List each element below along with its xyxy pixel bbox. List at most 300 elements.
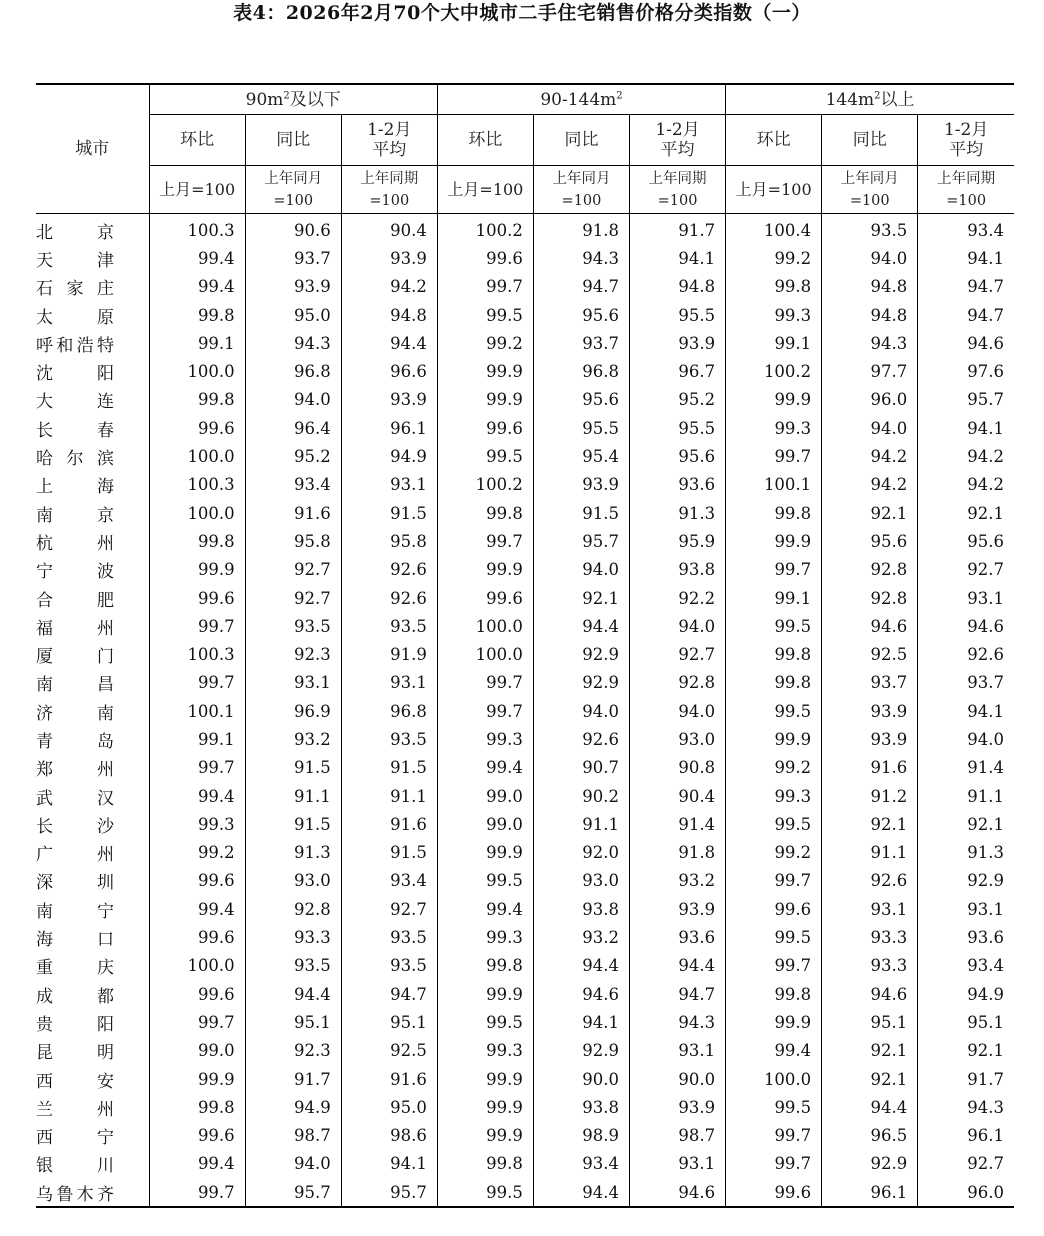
index-value: 91.6 [341,810,437,838]
city-char: 明 [97,1043,114,1064]
index-value: 90.7 [533,754,629,782]
index-value: 93.8 [630,556,726,584]
index-value: 99.9 [726,725,822,753]
index-value: 100.0 [149,499,245,527]
index-value: 99.4 [149,895,245,923]
header-base-3-2 [822,166,918,214]
header-metric-3-1 [726,115,822,166]
index-value: 99.0 [437,782,533,810]
city-char: 口 [97,930,114,951]
index-value: 92.5 [822,640,918,668]
city-char: 南 [36,901,53,922]
index-value: 93.4 [918,214,1014,245]
city-char: 州 [97,618,114,639]
index-value: 96.8 [341,697,437,725]
index-value: 94.8 [822,301,918,329]
city-name-text [36,982,114,1007]
city-name-text [36,218,114,243]
index-value: 99.6 [726,1178,822,1207]
index-value: 94.1 [918,697,1014,725]
table-row [36,867,1014,895]
index-value: 91.3 [245,839,341,867]
city-char: 天 [36,250,53,271]
city-char: 阳 [97,1014,114,1035]
city-name-text [36,359,114,384]
index-value: 96.7 [630,357,726,385]
city-name [36,386,149,414]
index-value: 100.1 [149,697,245,725]
index-value: 99.7 [726,442,822,470]
table-row [36,301,1014,329]
index-value: 99.9 [726,527,822,555]
index-value: 99.0 [437,810,533,838]
city-name-text [36,274,114,299]
index-value: 95.7 [245,1178,341,1207]
city-char: 郑 [36,760,53,781]
index-value: 92.1 [822,499,918,527]
city-name-text [36,840,114,865]
index-value: 96.6 [341,357,437,385]
city-char: 波 [97,562,114,583]
index-value: 99.6 [726,895,822,923]
index-value: 90.0 [533,1065,629,1093]
city-name-text [36,246,114,271]
city-char: 福 [36,618,53,639]
city-char: 浩 [76,335,94,356]
table-row [36,1093,1014,1121]
table-row [36,839,1014,867]
table-row [36,640,1014,668]
index-value: 92.7 [630,640,726,668]
index-value: 90.2 [533,782,629,810]
index-value: 93.9 [822,697,918,725]
index-value: 94.8 [630,273,726,301]
city-name [36,697,149,725]
header-base-line1: 上年同月 [264,170,323,187]
group-label-prefix: 144m [825,89,875,110]
table-row [36,244,1014,272]
city-name [36,1093,149,1121]
index-value: 91.7 [245,1065,341,1093]
city-name [36,301,149,329]
index-value: 94.4 [245,980,341,1008]
index-value: 95.5 [630,301,726,329]
header-base-line2: =100 [561,192,602,209]
header-group-large [726,84,1014,115]
city-name [36,640,149,668]
group-label-suffix: 以上 [880,89,915,110]
index-value: 94.6 [533,980,629,1008]
header-metric-3-2 [822,115,918,166]
index-value: 99.5 [437,301,533,329]
table-row [36,895,1014,923]
index-value: 93.7 [918,669,1014,697]
index-value: 91.3 [918,839,1014,867]
header-base-line1: 上年同月 [552,170,611,187]
header-group-medium [437,84,725,115]
city-char: 重 [36,958,53,979]
index-value: 94.0 [822,244,918,272]
index-value: 94.9 [918,980,1014,1008]
index-value: 93.7 [533,329,629,357]
index-value: 99.3 [437,923,533,951]
index-value: 93.1 [630,1150,726,1178]
index-value: 93.1 [822,895,918,923]
city-name [36,244,149,272]
index-value: 99.8 [437,499,533,527]
index-value: 99.5 [437,867,533,895]
index-value: 92.6 [533,725,629,753]
index-value: 93.5 [822,214,918,245]
header-metric-line1: 环比 [180,130,215,150]
index-value: 91.1 [822,839,918,867]
city-name [36,669,149,697]
index-value: 99.7 [726,1122,822,1150]
index-value: 99.7 [149,1178,245,1207]
city-char: 肥 [97,590,114,611]
index-value: 100.0 [437,612,533,640]
city-char: 都 [97,986,114,1007]
index-value: 92.1 [822,810,918,838]
city-char: 银 [36,1156,53,1177]
index-value: 95.8 [341,527,437,555]
index-value: 99.6 [149,1122,245,1150]
index-value: 92.0 [533,839,629,867]
index-value: 93.2 [533,923,629,951]
index-value: 94.1 [918,414,1014,442]
city-char: 宁 [36,562,53,583]
index-value: 99.7 [149,754,245,782]
index-value: 99.0 [149,1037,245,1065]
index-value: 94.0 [245,386,341,414]
city-char: 贵 [36,1014,53,1035]
index-value: 94.7 [341,980,437,1008]
index-value: 92.3 [245,640,341,668]
index-value: 92.1 [918,810,1014,838]
index-value: 93.9 [630,895,726,923]
index-value: 94.2 [822,442,918,470]
table-row [36,357,1014,385]
city-name [36,923,149,951]
index-value: 95.1 [245,1008,341,1036]
index-value: 94.1 [533,1008,629,1036]
city-char: 长 [36,816,53,837]
city-char: 滨 [97,449,114,470]
table-row [36,414,1014,442]
index-value: 92.7 [918,1150,1014,1178]
city-char: 阳 [97,364,114,385]
index-value: 94.6 [918,612,1014,640]
index-value: 100.0 [726,1065,822,1093]
index-value: 93.1 [341,669,437,697]
index-value: 94.1 [918,244,1014,272]
table-row [36,442,1014,470]
city-name-text [36,1180,114,1205]
index-value: 99.3 [149,810,245,838]
index-value: 95.9 [630,527,726,555]
index-value: 94.2 [918,471,1014,499]
index-value: 95.7 [341,1178,437,1207]
index-value: 95.1 [822,1008,918,1036]
index-value: 99.2 [437,329,533,357]
header-base-line1: 上年同月 [840,170,899,187]
index-value: 99.6 [149,414,245,442]
header-base-1-1 [149,166,245,214]
index-value: 91.5 [341,754,437,782]
city-name [36,1178,149,1207]
city-name-text [36,953,114,978]
index-value: 99.6 [437,244,533,272]
index-value: 99.5 [726,612,822,640]
index-value: 96.1 [918,1122,1014,1150]
index-value: 91.5 [341,839,437,867]
city-char: 昌 [97,675,114,696]
index-value: 99.9 [437,1122,533,1150]
header-base-line2: =100 [369,192,410,209]
index-value: 92.9 [822,1150,918,1178]
index-value: 91.1 [918,782,1014,810]
index-value: 93.7 [245,244,341,272]
header-metric-line2: 平均 [372,140,407,160]
city-char: 哈 [36,449,53,470]
city-char: 门 [97,647,114,668]
index-value: 99.7 [437,669,533,697]
group-label-prefix: 90m [245,89,284,110]
index-value: 94.8 [341,301,437,329]
city-name [36,895,149,923]
index-value: 99.7 [726,867,822,895]
header-base-3-1 [726,166,822,214]
index-value: 93.9 [533,471,629,499]
header-metric-2-1 [437,115,533,166]
city-name-text [36,868,114,893]
table-row [36,923,1014,951]
index-value: 91.6 [822,754,918,782]
index-value: 92.7 [245,556,341,584]
city-name-text [36,642,114,667]
index-value: 99.9 [437,556,533,584]
city-name-text [36,670,114,695]
index-value: 92.9 [533,669,629,697]
city-name [36,867,149,895]
index-value: 99.1 [726,329,822,357]
header-metric-line1: 同比 [852,130,887,150]
index-value: 93.4 [533,1150,629,1178]
city-char: 庆 [97,958,114,979]
city-name [36,1122,149,1150]
city-char: 庄 [97,279,114,300]
table-row [36,386,1014,414]
header-base-2-1 [437,166,533,214]
index-value: 99.8 [726,669,822,697]
index-value: 99.6 [149,584,245,612]
index-value: 100.0 [149,442,245,470]
index-value: 94.0 [918,725,1014,753]
index-value: 93.1 [918,895,1014,923]
index-value: 93.0 [245,867,341,895]
index-value: 99.8 [726,499,822,527]
index-value: 99.4 [149,782,245,810]
index-value: 94.8 [822,273,918,301]
index-value: 94.2 [341,273,437,301]
index-value: 91.8 [630,839,726,867]
header-metric-line1: 同比 [276,130,311,150]
index-value: 99.5 [726,1093,822,1121]
header-row-metrics [36,115,1014,166]
city-name [36,1150,149,1178]
city-char: 州 [97,760,114,781]
index-value: 95.6 [533,386,629,414]
city-name [36,414,149,442]
index-value: 94.3 [822,329,918,357]
table-row [36,1008,1014,1036]
index-value: 92.1 [918,499,1014,527]
index-value: 92.5 [341,1037,437,1065]
city-name-text [36,416,114,441]
index-value: 99.7 [437,697,533,725]
index-value: 95.4 [533,442,629,470]
city-name-text [36,1067,114,1092]
city-name-text [36,331,114,356]
index-value: 91.4 [918,754,1014,782]
header-row-bases [36,166,1014,214]
index-value: 91.5 [341,499,437,527]
index-value: 96.0 [822,386,918,414]
header-base-line2: =100 [273,192,314,209]
city-char: 呼 [36,335,53,356]
index-value: 94.7 [533,273,629,301]
header-base-line1: 上年同期 [648,170,707,187]
header-base-line2: =100 [849,192,890,209]
index-value: 91.6 [245,499,341,527]
city-name [36,471,149,499]
index-value: 93.2 [245,725,341,753]
table-row [36,952,1014,980]
index-value: 92.3 [245,1037,341,1065]
index-value: 96.5 [822,1122,918,1150]
index-value: 95.6 [533,301,629,329]
index-value: 96.1 [341,414,437,442]
header-metric-1-1 [149,115,245,166]
index-value: 95.6 [918,527,1014,555]
city-char: 鲁 [56,1184,74,1205]
index-value: 92.8 [822,584,918,612]
index-value: 99.7 [726,952,822,980]
index-value: 99.7 [726,556,822,584]
city-name [36,499,149,527]
city-name [36,839,149,867]
index-value: 92.2 [630,584,726,612]
index-value: 94.7 [630,980,726,1008]
city-char: 京 [97,505,114,526]
table-row [36,669,1014,697]
index-value: 94.2 [918,442,1014,470]
index-value: 96.0 [918,1178,1014,1207]
index-value: 94.3 [245,329,341,357]
index-value: 93.3 [822,952,918,980]
index-value: 93.1 [341,471,437,499]
header-metric-3-3 [918,115,1014,166]
index-value: 93.5 [341,923,437,951]
city-char: 合 [36,590,53,611]
index-value: 99.8 [437,952,533,980]
index-value: 99.4 [437,754,533,782]
index-value: 91.9 [341,640,437,668]
index-value: 99.4 [149,244,245,272]
city-name-text [36,812,114,837]
index-value: 99.4 [149,273,245,301]
index-value: 99.8 [149,386,245,414]
index-value: 90.8 [630,754,726,782]
index-value: 99.9 [149,1065,245,1093]
city-name-text [36,387,114,412]
index-value: 92.8 [630,669,726,697]
header-metric-1-2 [245,115,341,166]
header-metric-line1: 环比 [468,130,503,150]
index-value: 92.1 [533,584,629,612]
city-char: 连 [97,392,114,413]
index-value: 99.9 [726,1008,822,1036]
city-name-text [36,1010,114,1035]
index-value: 99.4 [726,1037,822,1065]
index-value: 98.6 [341,1122,437,1150]
city-char: 齐 [96,1184,114,1205]
city-name [36,725,149,753]
city-name-text [36,1151,114,1176]
index-value: 94.9 [341,442,437,470]
table-row [36,1178,1014,1207]
table-title: 表4：2026年2月70个大中城市二手住宅销售价格分类指数（一） [233,2,811,24]
city-name-text [36,925,114,950]
index-value: 95.5 [533,414,629,442]
index-value: 93.3 [245,923,341,951]
header-metric-2-3 [630,115,726,166]
header-base-2-3 [630,166,726,214]
header-base-line1: 上年同期 [360,170,419,187]
index-value: 94.7 [918,301,1014,329]
index-value: 93.0 [533,867,629,895]
index-value: 99.6 [149,980,245,1008]
index-value: 94.1 [341,1150,437,1178]
city-name-text [36,1123,114,1148]
index-value: 99.9 [437,839,533,867]
index-value: 94.6 [630,1178,726,1207]
city-char: 特 [96,335,114,356]
city-name [36,782,149,810]
header-group-small [149,84,437,115]
group-label-prefix: 90-144m [540,89,617,110]
city-char: 海 [97,477,114,498]
index-value: 100.2 [437,471,533,499]
index-value: 94.4 [533,952,629,980]
index-value: 94.3 [533,244,629,272]
index-value: 100.2 [726,357,822,385]
index-value: 99.1 [726,584,822,612]
index-value: 93.1 [918,584,1014,612]
city-char: 和 [56,335,74,356]
header-base-1-2 [245,166,341,214]
header-metric-line1: 同比 [564,130,599,150]
table-row [36,725,1014,753]
city-name [36,810,149,838]
city-name-text [36,501,114,526]
index-value: 99.2 [726,244,822,272]
index-value: 99.9 [437,1093,533,1121]
index-value: 95.2 [630,386,726,414]
index-value: 99.5 [437,1178,533,1207]
index-value: 93.6 [630,471,726,499]
index-value: 98.7 [630,1122,726,1150]
